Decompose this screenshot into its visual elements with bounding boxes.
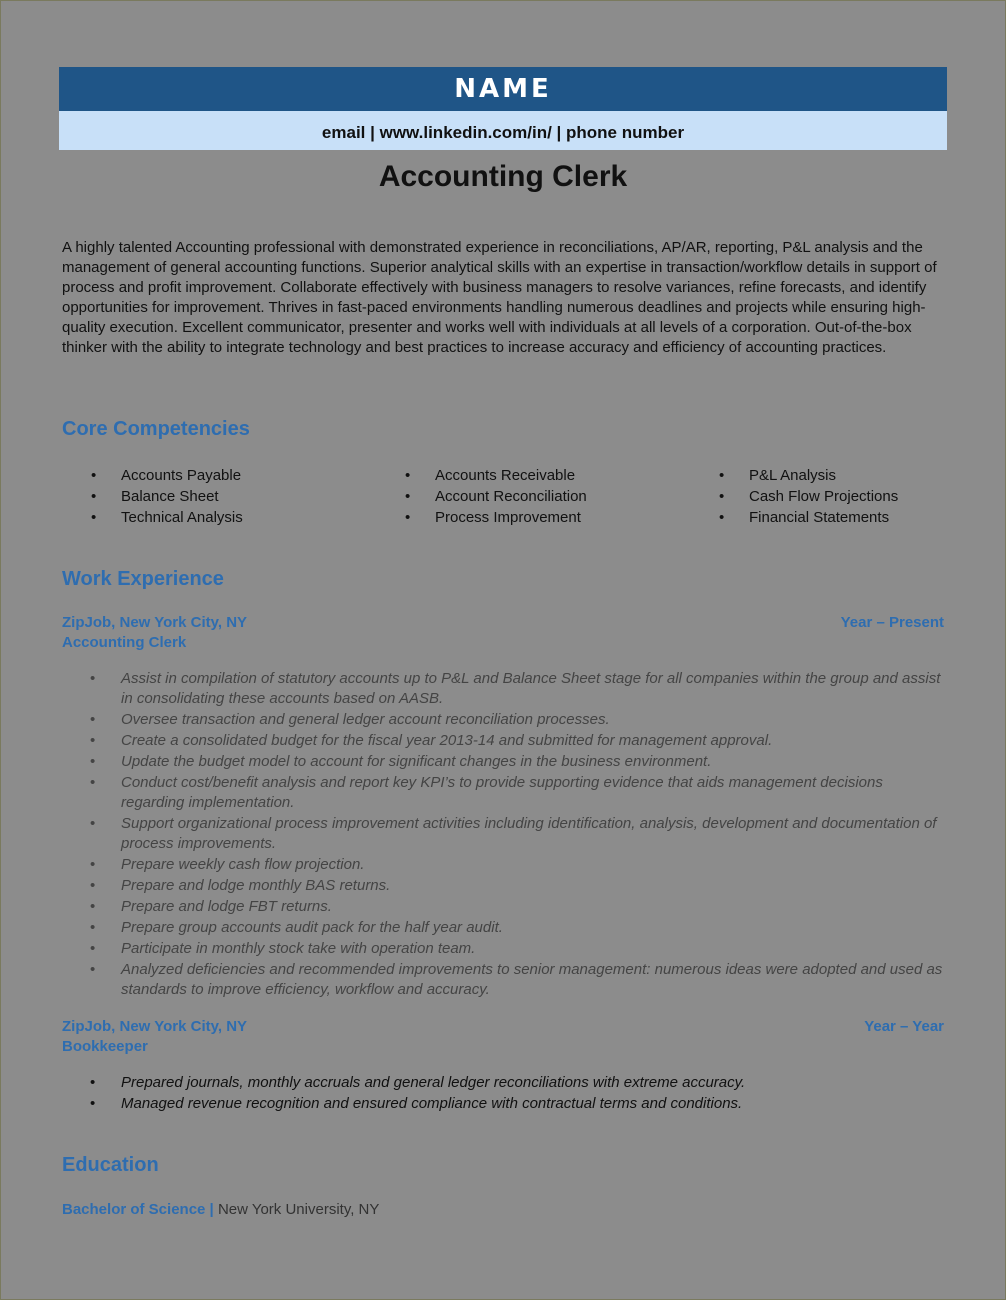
education-school: New York University, NY xyxy=(217,1201,380,1218)
competency-item: • Process Improvement xyxy=(405,507,587,528)
job-employer: ZipJob, New York City, NY xyxy=(62,1018,248,1035)
duty-item: • Prepare and lodge FBT returns. xyxy=(62,897,946,917)
duty-item: • Analyzed deficiencies and recommended improvements to senior management: numerous ideas were adopted and used as standards to improve efficiency, workflow and accuracy. xyxy=(62,960,946,1000)
duty-item: • Create a consolidated budget for the fiscal year 2013-14 and submitted for management approval. xyxy=(62,731,946,751)
competency-item: • Accounts Receivable xyxy=(405,465,587,486)
competency-column-2 xyxy=(405,465,587,528)
competency-column-1 xyxy=(91,465,243,528)
education-entry xyxy=(62,1201,379,1218)
competency-item: • Financial Statements xyxy=(719,507,898,528)
experience-heading: Work Experience xyxy=(62,568,224,590)
job-role: Accounting Clerk xyxy=(62,634,187,651)
duty-item: • Oversee transaction and general ledger account reconciliation processes. xyxy=(62,710,946,730)
competency-item: • Technical Analysis xyxy=(91,507,243,528)
competencies-heading: Core Competencies xyxy=(62,418,250,440)
contact-line: email | www.linkedin.com/in/ | phone number xyxy=(59,111,947,150)
duty-item: • Update the budget model to account for significant changes in the business environment. xyxy=(62,752,946,772)
name-banner: NAME xyxy=(59,67,947,111)
job-duties-list xyxy=(62,1073,946,1115)
duty-item: • Prepared journals, monthly accruals and general ledger reconciliations with extreme accuracy. xyxy=(62,1073,946,1093)
duty-item: • Prepare and lodge monthly BAS returns. xyxy=(62,876,946,896)
job-dates: Year – Year xyxy=(864,1018,944,1035)
duty-item: • Participate in monthly stock take with operation team. xyxy=(62,939,946,959)
competency-column-3 xyxy=(719,465,898,528)
summary-paragraph: A highly talented Accounting professional with demonstrated experience in reconciliations, AP/AR, reporting, P&L analysis and the management of general accounting functions. Superior analytical skills with an expertise in transaction/workflow details in support of process and profit improvement. Collaborate effectively with business managers to resolve variances, refine forecasts, and identify opportunities for improvement. Thrives in fast-paced environments handling numerous deadlines and projects while ensuring high-quality execution. Excellent communicator, presenter and works well with individuals at all levels of a corporation. Out-of-the-box thinker with the ability to integrate technology and best practices to increase accuracy and efficiency of accounting practices. xyxy=(62,239,937,356)
duty-item: • Support organizational process improvement activities including identification, analysis, development and documentation of process improvements. xyxy=(62,814,946,854)
duty-item: • Prepare weekly cash flow projection. xyxy=(62,855,946,875)
job-role: Bookkeeper xyxy=(62,1038,148,1055)
duty-item: • Managed revenue recognition and ensured compliance with contractual terms and conditions. xyxy=(62,1094,946,1114)
competency-item: • Cash Flow Projections xyxy=(719,486,898,507)
job-dates: Year – Present xyxy=(840,614,944,631)
duty-item: • Prepare group accounts audit pack for the half year audit. xyxy=(62,918,946,938)
duty-item: • Assist in compilation of statutory accounts up to P&L and Balance Sheet stage for all companies within the group and assist in consolidating these accounts based on AASB. xyxy=(62,669,946,709)
competency-item: • Account Reconciliation xyxy=(405,486,587,507)
job-employer: ZipJob, New York City, NY xyxy=(62,614,248,631)
education-degree: Bachelor of Science | xyxy=(62,1201,214,1218)
competency-item: • Accounts Payable xyxy=(91,465,243,486)
competency-item: • Balance Sheet xyxy=(91,486,243,507)
duty-item: • Conduct cost/benefit analysis and report key KPI’s to provide supporting evidence that aids management decisions regarding implementation. xyxy=(62,773,946,813)
education-heading: Education xyxy=(62,1154,159,1176)
resume-title: Accounting Clerk xyxy=(378,160,628,193)
competency-item: • P&L Analysis xyxy=(719,465,898,486)
job-duties-list xyxy=(62,669,946,1001)
